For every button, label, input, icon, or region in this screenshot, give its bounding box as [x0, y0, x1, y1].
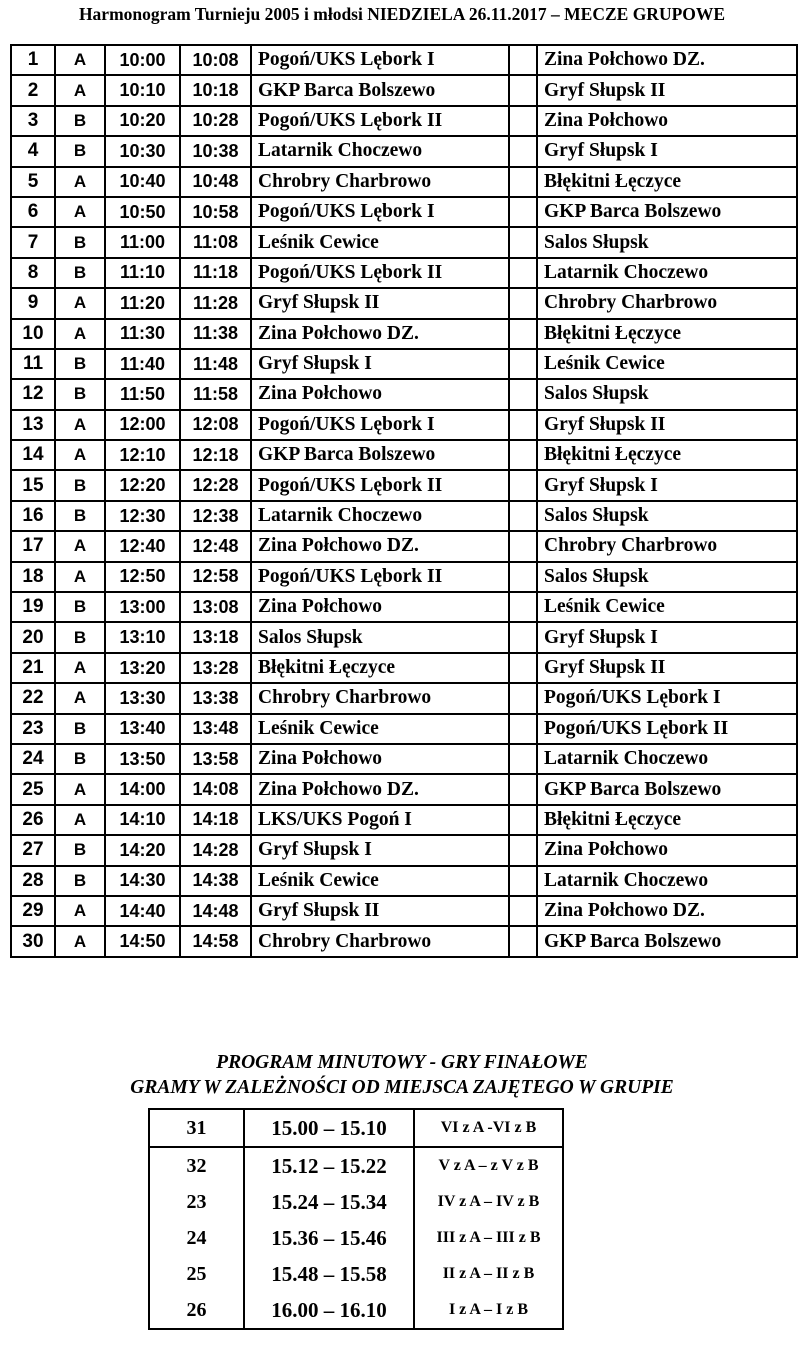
match-start-time: 12:30 — [105, 501, 180, 531]
match-start-time: 11:20 — [105, 288, 180, 318]
page-title: Harmonogram Turnieju 2005 i młodsi NIEDZIELA 26.11.2017 – MECZE GRUPOWE — [78, 4, 726, 24]
final-pairing: IV z A – IV z B — [414, 1184, 563, 1220]
match-end-time: 13:28 — [180, 653, 251, 683]
match-number: 17 — [11, 531, 55, 561]
away-team: Gryf Słupsk I — [537, 622, 797, 652]
final-pairing: V z A – z V z B — [414, 1147, 563, 1184]
home-team: Gryf Słupsk II — [251, 288, 509, 318]
match-end-time: 12:58 — [180, 562, 251, 592]
away-team: Gryf Słupsk I — [537, 470, 797, 500]
match-end-time: 14:18 — [180, 805, 251, 835]
match-group: B — [55, 622, 105, 652]
match-start-time: 12:10 — [105, 440, 180, 470]
match-group: B — [55, 592, 105, 622]
final-row — [149, 1109, 563, 1147]
final-time: 15.36 – 15.46 — [244, 1220, 414, 1256]
match-row — [11, 197, 797, 227]
match-row — [11, 622, 797, 652]
match-start-time: 11:30 — [105, 319, 180, 349]
away-team: Błękitni Łęczyce — [537, 319, 797, 349]
match-start-time: 13:20 — [105, 653, 180, 683]
separator-cell — [509, 683, 537, 713]
home-team: Pogoń/UKS Lębork I — [251, 410, 509, 440]
match-end-time: 12:38 — [180, 501, 251, 531]
home-team: Zina Połchowo DZ. — [251, 319, 509, 349]
home-team: Zina Połchowo — [251, 379, 509, 409]
away-team: Zina Połchowo — [537, 106, 797, 136]
final-number: 31 — [149, 1109, 244, 1147]
final-row — [149, 1147, 563, 1184]
match-start-time: 12:50 — [105, 562, 180, 592]
match-start-time: 14:30 — [105, 866, 180, 896]
home-team: Pogoń/UKS Lębork I — [251, 45, 509, 75]
match-group: A — [55, 75, 105, 105]
separator-cell — [509, 470, 537, 500]
match-row — [11, 410, 797, 440]
separator-cell — [509, 562, 537, 592]
separator-cell — [509, 653, 537, 683]
away-team: GKP Barca Bolszewo — [537, 926, 797, 956]
match-start-time: 10:40 — [105, 167, 180, 197]
match-group: A — [55, 926, 105, 956]
match-row — [11, 774, 797, 804]
group-matches-body — [11, 45, 797, 957]
away-team: Zina Połchowo DZ. — [537, 45, 797, 75]
match-end-time: 10:48 — [180, 167, 251, 197]
match-end-time: 10:08 — [180, 45, 251, 75]
match-row — [11, 683, 797, 713]
away-team: Błękitni Łęczyce — [537, 805, 797, 835]
match-end-time: 14:48 — [180, 896, 251, 926]
away-team: Gryf Słupsk I — [537, 136, 797, 166]
home-team: Chrobry Charbrowo — [251, 167, 509, 197]
separator-cell — [509, 349, 537, 379]
away-team: Pogoń/UKS Lębork II — [537, 714, 797, 744]
match-row — [11, 258, 797, 288]
final-pairing: I z A – I z B — [414, 1292, 563, 1329]
match-start-time: 13:40 — [105, 714, 180, 744]
match-row — [11, 75, 797, 105]
match-number: 30 — [11, 926, 55, 956]
home-team: Chrobry Charbrowo — [251, 683, 509, 713]
match-group: A — [55, 319, 105, 349]
match-start-time: 13:50 — [105, 744, 180, 774]
home-team: Gryf Słupsk II — [251, 896, 509, 926]
final-row — [149, 1184, 563, 1220]
match-end-time: 13:08 — [180, 592, 251, 622]
match-group: B — [55, 714, 105, 744]
final-time: 15.24 – 15.34 — [244, 1184, 414, 1220]
final-pairing: III z A – III z B — [414, 1220, 563, 1256]
match-end-time: 11:28 — [180, 288, 251, 318]
match-group: B — [55, 227, 105, 257]
home-team: GKP Barca Bolszewo — [251, 75, 509, 105]
match-row — [11, 440, 797, 470]
final-number: 25 — [149, 1256, 244, 1292]
match-group: B — [55, 349, 105, 379]
separator-cell — [509, 866, 537, 896]
match-number: 16 — [11, 501, 55, 531]
finals-table — [148, 1108, 564, 1330]
home-team: Leśnik Cewice — [251, 866, 509, 896]
final-time: 15.00 – 15.10 — [244, 1109, 414, 1147]
match-group: B — [55, 835, 105, 865]
home-team: Leśnik Cewice — [251, 714, 509, 744]
match-group: B — [55, 136, 105, 166]
final-number: 24 — [149, 1220, 244, 1256]
match-group: A — [55, 45, 105, 75]
final-number: 23 — [149, 1184, 244, 1220]
match-row — [11, 896, 797, 926]
away-team: Zina Połchowo — [537, 835, 797, 865]
final-time: 16.00 – 16.10 — [244, 1292, 414, 1329]
separator-cell — [509, 440, 537, 470]
away-team: Chrobry Charbrowo — [537, 288, 797, 318]
match-start-time: 10:10 — [105, 75, 180, 105]
separator-cell — [509, 227, 537, 257]
match-end-time: 14:58 — [180, 926, 251, 956]
match-group: A — [55, 531, 105, 561]
match-row — [11, 288, 797, 318]
match-group: B — [55, 744, 105, 774]
match-group: A — [55, 562, 105, 592]
match-group: A — [55, 805, 105, 835]
separator-cell — [509, 714, 537, 744]
match-start-time: 13:00 — [105, 592, 180, 622]
home-team: Salos Słupsk — [251, 622, 509, 652]
separator-cell — [509, 774, 537, 804]
home-team: Zina Połchowo DZ. — [251, 774, 509, 804]
match-number: 14 — [11, 440, 55, 470]
match-start-time: 13:10 — [105, 622, 180, 652]
match-start-time: 14:00 — [105, 774, 180, 804]
match-start-time: 12:00 — [105, 410, 180, 440]
match-number: 26 — [11, 805, 55, 835]
match-number: 12 — [11, 379, 55, 409]
match-number: 18 — [11, 562, 55, 592]
separator-cell — [509, 531, 537, 561]
away-team: GKP Barca Bolszewo — [537, 774, 797, 804]
home-team: GKP Barca Bolszewo — [251, 440, 509, 470]
match-end-time: 13:38 — [180, 683, 251, 713]
match-group: A — [55, 167, 105, 197]
match-start-time: 11:50 — [105, 379, 180, 409]
home-team: LKS/UKS Pogoń I — [251, 805, 509, 835]
away-team: Leśnik Cewice — [537, 349, 797, 379]
match-group: A — [55, 653, 105, 683]
match-end-time: 13:18 — [180, 622, 251, 652]
separator-cell — [509, 136, 537, 166]
match-start-time: 14:50 — [105, 926, 180, 956]
final-row — [149, 1292, 563, 1329]
match-row — [11, 744, 797, 774]
match-number: 7 — [11, 227, 55, 257]
match-row — [11, 501, 797, 531]
match-row — [11, 319, 797, 349]
final-time: 15.12 – 15.22 — [244, 1147, 414, 1184]
match-end-time: 12:18 — [180, 440, 251, 470]
finals-body — [149, 1109, 563, 1329]
match-start-time: 14:20 — [105, 835, 180, 865]
match-start-time: 11:00 — [105, 227, 180, 257]
finals-heading-line2: GRAMY W ZALEŻNOŚCI OD MIEJSCA ZAJĘTEGO W GRUPIE — [130, 1077, 674, 1098]
match-number: 25 — [11, 774, 55, 804]
match-group: A — [55, 896, 105, 926]
match-number: 2 — [11, 75, 55, 105]
match-number: 28 — [11, 866, 55, 896]
match-group: A — [55, 774, 105, 804]
match-end-time: 11:48 — [180, 349, 251, 379]
match-end-time: 12:48 — [180, 531, 251, 561]
match-row — [11, 866, 797, 896]
match-group: A — [55, 410, 105, 440]
home-team: Pogoń/UKS Lębork II — [251, 562, 509, 592]
separator-cell — [509, 197, 537, 227]
match-row — [11, 470, 797, 500]
away-team: Błękitni Łęczyce — [537, 167, 797, 197]
match-row — [11, 379, 797, 409]
separator-cell — [509, 622, 537, 652]
match-number: 3 — [11, 106, 55, 136]
match-start-time: 10:20 — [105, 106, 180, 136]
match-row — [11, 227, 797, 257]
match-start-time: 10:30 — [105, 136, 180, 166]
separator-cell — [509, 379, 537, 409]
final-number: 32 — [149, 1147, 244, 1184]
separator-cell — [509, 258, 537, 288]
match-group: B — [55, 866, 105, 896]
away-team: Salos Słupsk — [537, 227, 797, 257]
match-start-time: 12:40 — [105, 531, 180, 561]
separator-cell — [509, 896, 537, 926]
separator-cell — [509, 319, 537, 349]
away-team: Chrobry Charbrowo — [537, 531, 797, 561]
match-group: A — [55, 440, 105, 470]
match-number: 13 — [11, 410, 55, 440]
match-group: B — [55, 501, 105, 531]
match-row — [11, 592, 797, 622]
separator-cell — [509, 167, 537, 197]
match-number: 6 — [11, 197, 55, 227]
separator-cell — [509, 75, 537, 105]
match-row — [11, 835, 797, 865]
match-group: A — [55, 683, 105, 713]
home-team: Pogoń/UKS Lębork II — [251, 106, 509, 136]
match-row — [11, 926, 797, 956]
match-row — [11, 805, 797, 835]
match-row — [11, 136, 797, 166]
match-number: 11 — [11, 349, 55, 379]
match-end-time: 14:38 — [180, 866, 251, 896]
home-team: Latarnik Choczewo — [251, 136, 509, 166]
away-team: Pogoń/UKS Lębork I — [537, 683, 797, 713]
match-start-time: 11:40 — [105, 349, 180, 379]
away-team: Salos Słupsk — [537, 562, 797, 592]
match-number: 27 — [11, 835, 55, 865]
match-end-time: 14:08 — [180, 774, 251, 804]
separator-cell — [509, 926, 537, 956]
away-team: Gryf Słupsk II — [537, 653, 797, 683]
separator-cell — [509, 744, 537, 774]
final-time: 15.48 – 15.58 — [244, 1256, 414, 1292]
separator-cell — [509, 805, 537, 835]
match-number: 1 — [11, 45, 55, 75]
match-number: 8 — [11, 258, 55, 288]
match-end-time: 13:48 — [180, 714, 251, 744]
match-start-time: 10:00 — [105, 45, 180, 75]
final-pairing: II z A – II z B — [414, 1256, 563, 1292]
away-team: GKP Barca Bolszewo — [537, 197, 797, 227]
final-row — [149, 1256, 563, 1292]
away-team: Salos Słupsk — [537, 501, 797, 531]
separator-cell — [509, 410, 537, 440]
match-start-time: 13:30 — [105, 683, 180, 713]
away-team: Latarnik Choczewo — [537, 744, 797, 774]
away-team: Latarnik Choczewo — [537, 258, 797, 288]
separator-cell — [509, 501, 537, 531]
away-team: Zina Połchowo DZ. — [537, 896, 797, 926]
match-end-time: 12:08 — [180, 410, 251, 440]
match-number: 20 — [11, 622, 55, 652]
match-number: 19 — [11, 592, 55, 622]
separator-cell — [509, 45, 537, 75]
match-end-time: 14:28 — [180, 835, 251, 865]
match-group: B — [55, 106, 105, 136]
separator-cell — [509, 106, 537, 136]
match-number: 10 — [11, 319, 55, 349]
match-end-time: 10:18 — [180, 75, 251, 105]
match-end-time: 11:18 — [180, 258, 251, 288]
match-start-time: 12:20 — [105, 470, 180, 500]
match-number: 24 — [11, 744, 55, 774]
match-end-time: 12:28 — [180, 470, 251, 500]
home-team: Pogoń/UKS Lębork I — [251, 197, 509, 227]
match-end-time: 11:38 — [180, 319, 251, 349]
home-team: Błękitni Łęczyce — [251, 653, 509, 683]
match-row — [11, 45, 797, 75]
away-team: Błękitni Łęczyce — [537, 440, 797, 470]
home-team: Pogoń/UKS Lębork II — [251, 258, 509, 288]
match-end-time: 10:38 — [180, 136, 251, 166]
match-group: A — [55, 288, 105, 318]
match-row — [11, 653, 797, 683]
match-end-time: 10:58 — [180, 197, 251, 227]
home-team: Leśnik Cewice — [251, 227, 509, 257]
away-team: Latarnik Choczewo — [537, 866, 797, 896]
separator-cell — [509, 288, 537, 318]
match-start-time: 10:50 — [105, 197, 180, 227]
match-row — [11, 714, 797, 744]
away-team: Leśnik Cewice — [537, 592, 797, 622]
match-start-time: 14:40 — [105, 896, 180, 926]
home-team: Gryf Słupsk I — [251, 835, 509, 865]
match-end-time: 11:58 — [180, 379, 251, 409]
home-team: Zina Połchowo — [251, 744, 509, 774]
final-number: 26 — [149, 1292, 244, 1329]
home-team: Zina Połchowo DZ. — [251, 531, 509, 561]
match-start-time: 11:10 — [105, 258, 180, 288]
group-matches-table — [10, 44, 798, 958]
home-team: Zina Połchowo — [251, 592, 509, 622]
match-end-time: 11:08 — [180, 227, 251, 257]
match-number: 21 — [11, 653, 55, 683]
home-team: Latarnik Choczewo — [251, 501, 509, 531]
match-group: B — [55, 379, 105, 409]
match-number: 9 — [11, 288, 55, 318]
match-start-time: 14:10 — [105, 805, 180, 835]
match-number: 29 — [11, 896, 55, 926]
match-row — [11, 349, 797, 379]
match-group: B — [55, 470, 105, 500]
final-pairing: VI z A -VI z B — [414, 1109, 563, 1147]
match-number: 4 — [11, 136, 55, 166]
match-row — [11, 106, 797, 136]
away-team: Gryf Słupsk II — [537, 410, 797, 440]
match-number: 15 — [11, 470, 55, 500]
match-row — [11, 167, 797, 197]
away-team: Gryf Słupsk II — [537, 75, 797, 105]
match-number: 5 — [11, 167, 55, 197]
home-team: Gryf Słupsk I — [251, 349, 509, 379]
away-team: Salos Słupsk — [537, 379, 797, 409]
match-number: 22 — [11, 683, 55, 713]
separator-cell — [509, 592, 537, 622]
match-group: B — [55, 258, 105, 288]
match-number: 23 — [11, 714, 55, 744]
home-team: Pogoń/UKS Lębork II — [251, 470, 509, 500]
finals-heading-line1: PROGRAM MINUTOWY - GRY FINAŁOWE — [216, 1052, 588, 1073]
match-group: A — [55, 197, 105, 227]
match-end-time: 13:58 — [180, 744, 251, 774]
match-row — [11, 531, 797, 561]
home-team: Chrobry Charbrowo — [251, 926, 509, 956]
match-end-time: 10:28 — [180, 106, 251, 136]
match-row — [11, 562, 797, 592]
final-row — [149, 1220, 563, 1256]
separator-cell — [509, 835, 537, 865]
